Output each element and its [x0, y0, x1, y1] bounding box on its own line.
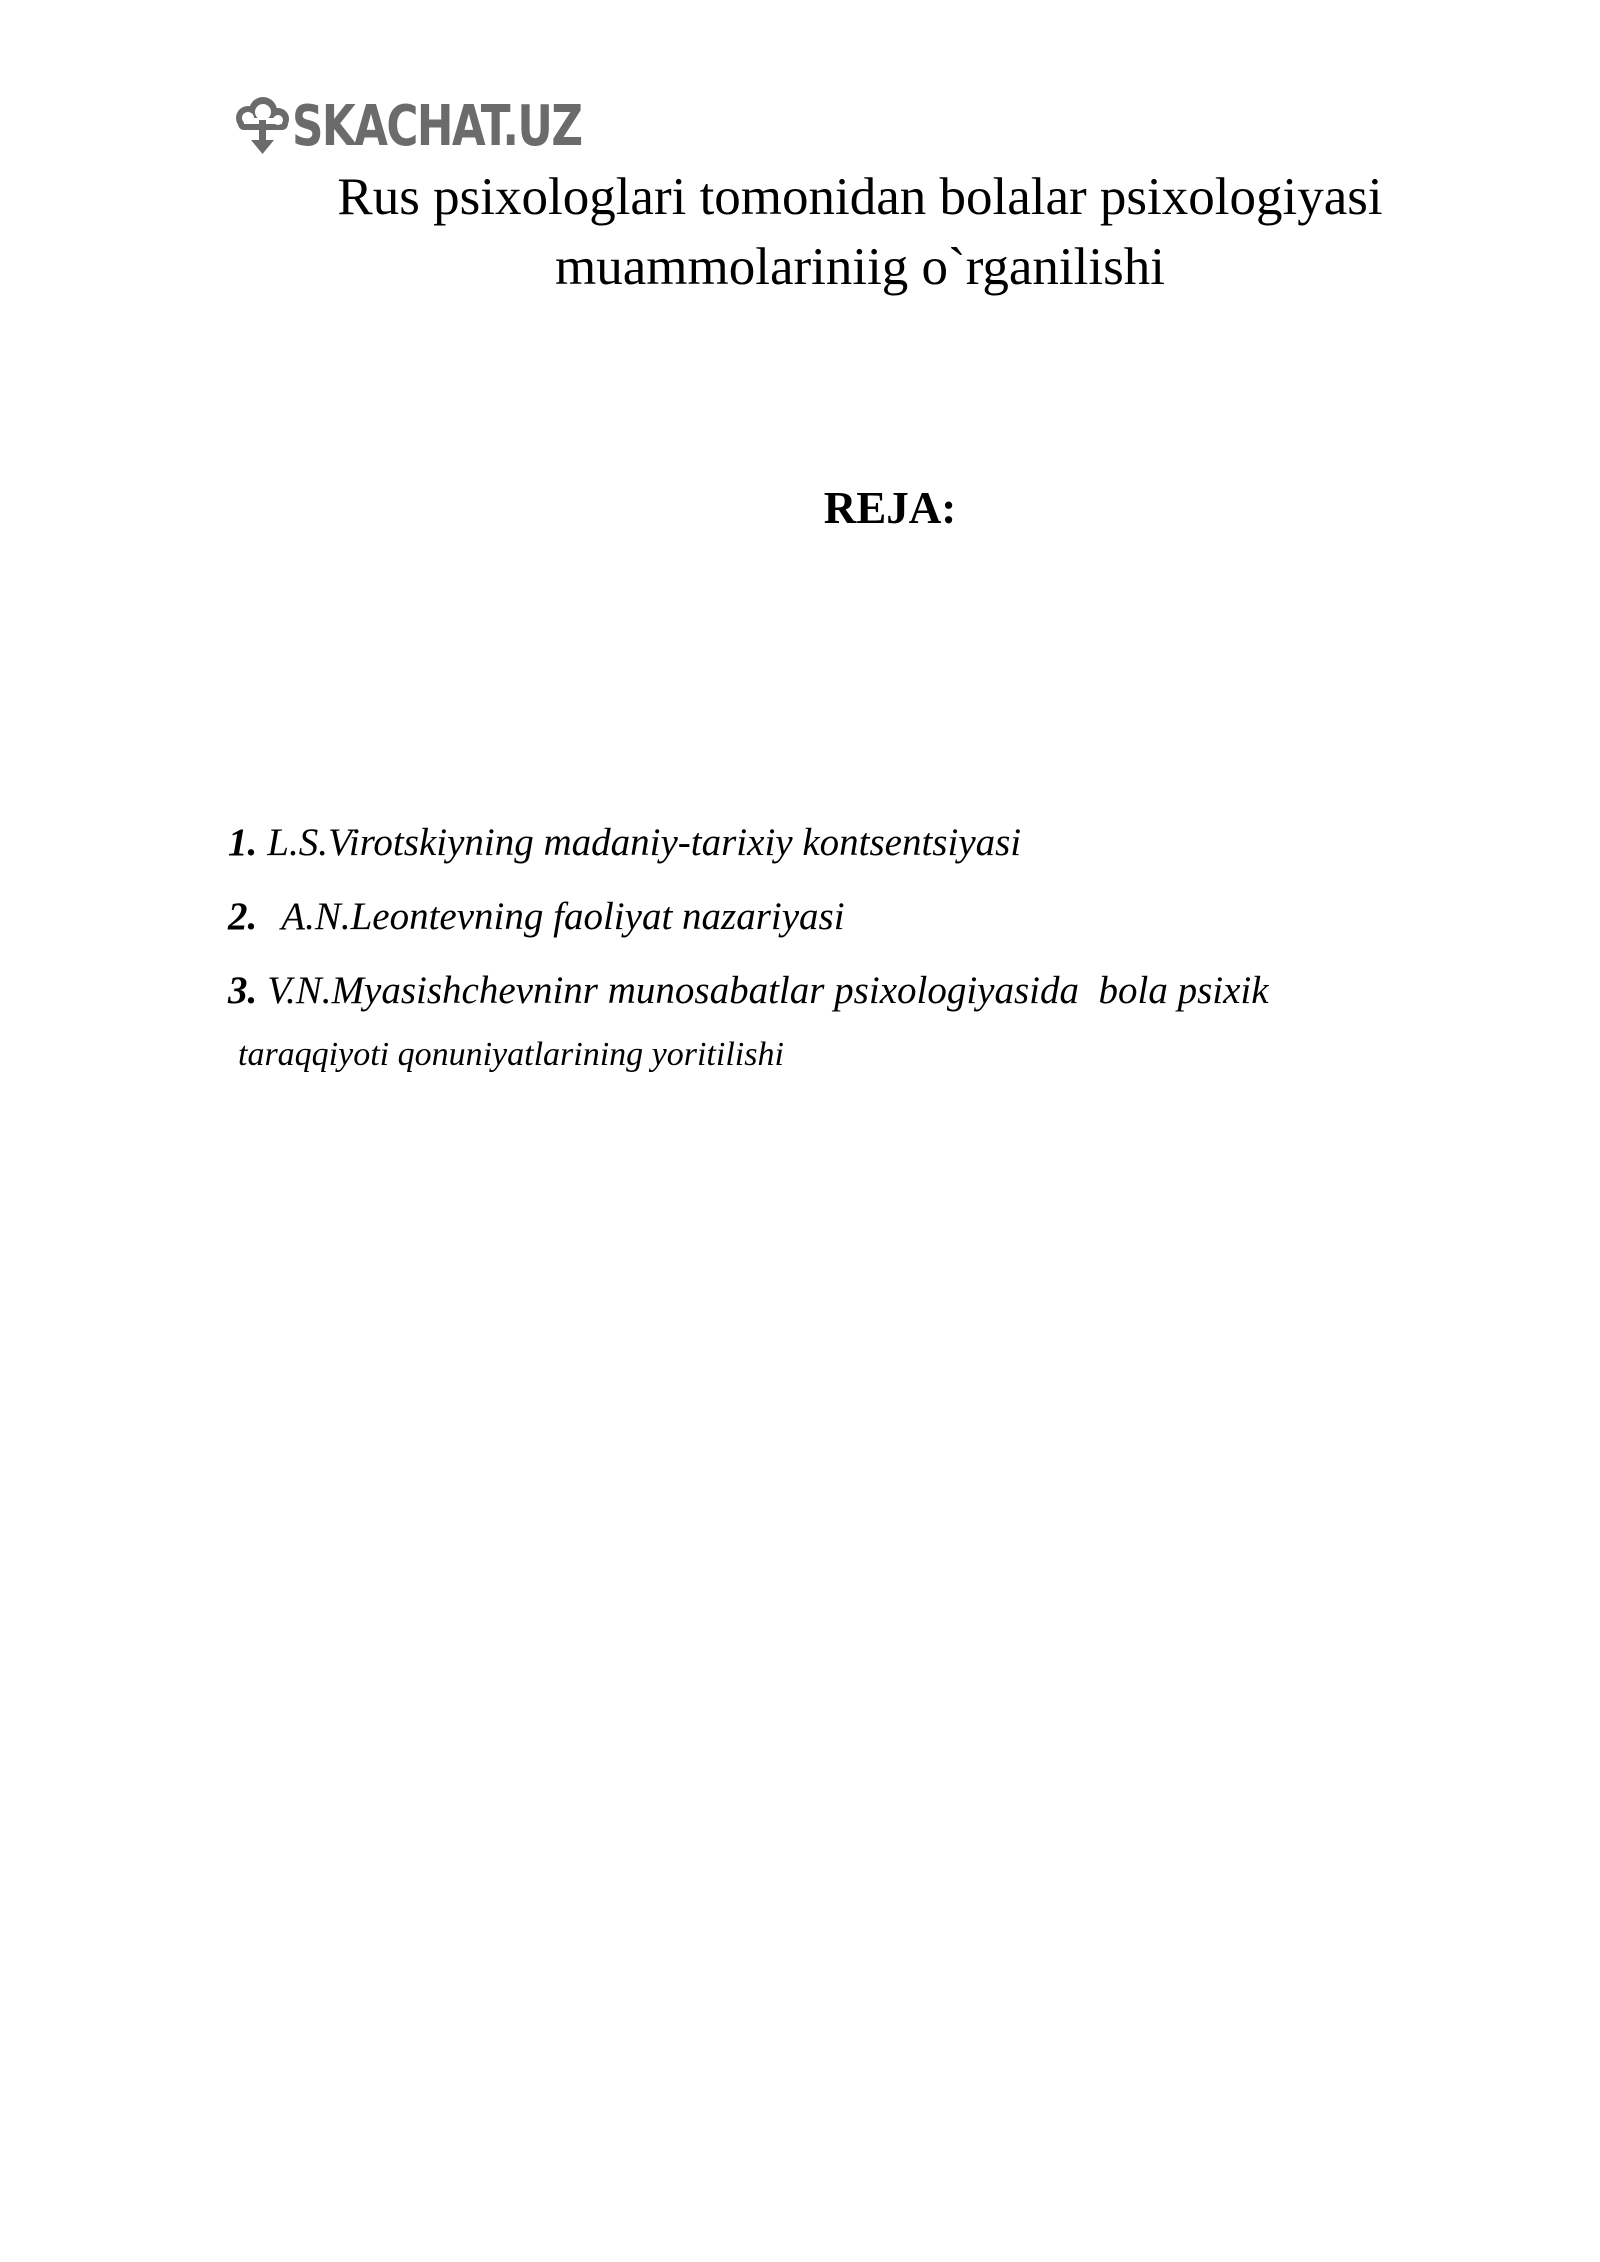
plan-item-text: V.N.Myasishchevninr munosabatlar psixologiyasida bola psixik: [267, 969, 1269, 1012]
download-cloud-icon: [228, 94, 294, 160]
plan-item-number: 1.: [228, 821, 258, 864]
plan-item-number: 2.: [228, 895, 258, 938]
plan-item-2: [228, 880, 1488, 954]
plan-item-3-continuation: taraqqiyoti qonuniyatlarining yoritilishi: [238, 1036, 784, 1073]
plan-heading: REJA:: [823, 483, 957, 533]
title-line-2: muammolariniig o`rganilishi: [555, 238, 1165, 296]
site-logo[interactable]: [228, 92, 663, 162]
logo-text: SKACHAT.UZ: [292, 94, 582, 159]
plan-list: [228, 806, 1488, 1028]
title-line-1: Rus psixologlari tomonidan bolalar psixologiyasi: [337, 168, 1383, 226]
plan-item-text: L.S.Virotskiyning madaniy-tarixiy kontsentsiyasi: [267, 821, 1022, 864]
plan-item-text: A.N.Leontevning faoliyat nazariyasi: [281, 895, 845, 938]
plan-item-3: [228, 954, 1488, 1028]
plan-item-1: [228, 806, 1488, 880]
document-title: [240, 162, 1480, 302]
plan-item-number: 3.: [228, 969, 258, 1012]
